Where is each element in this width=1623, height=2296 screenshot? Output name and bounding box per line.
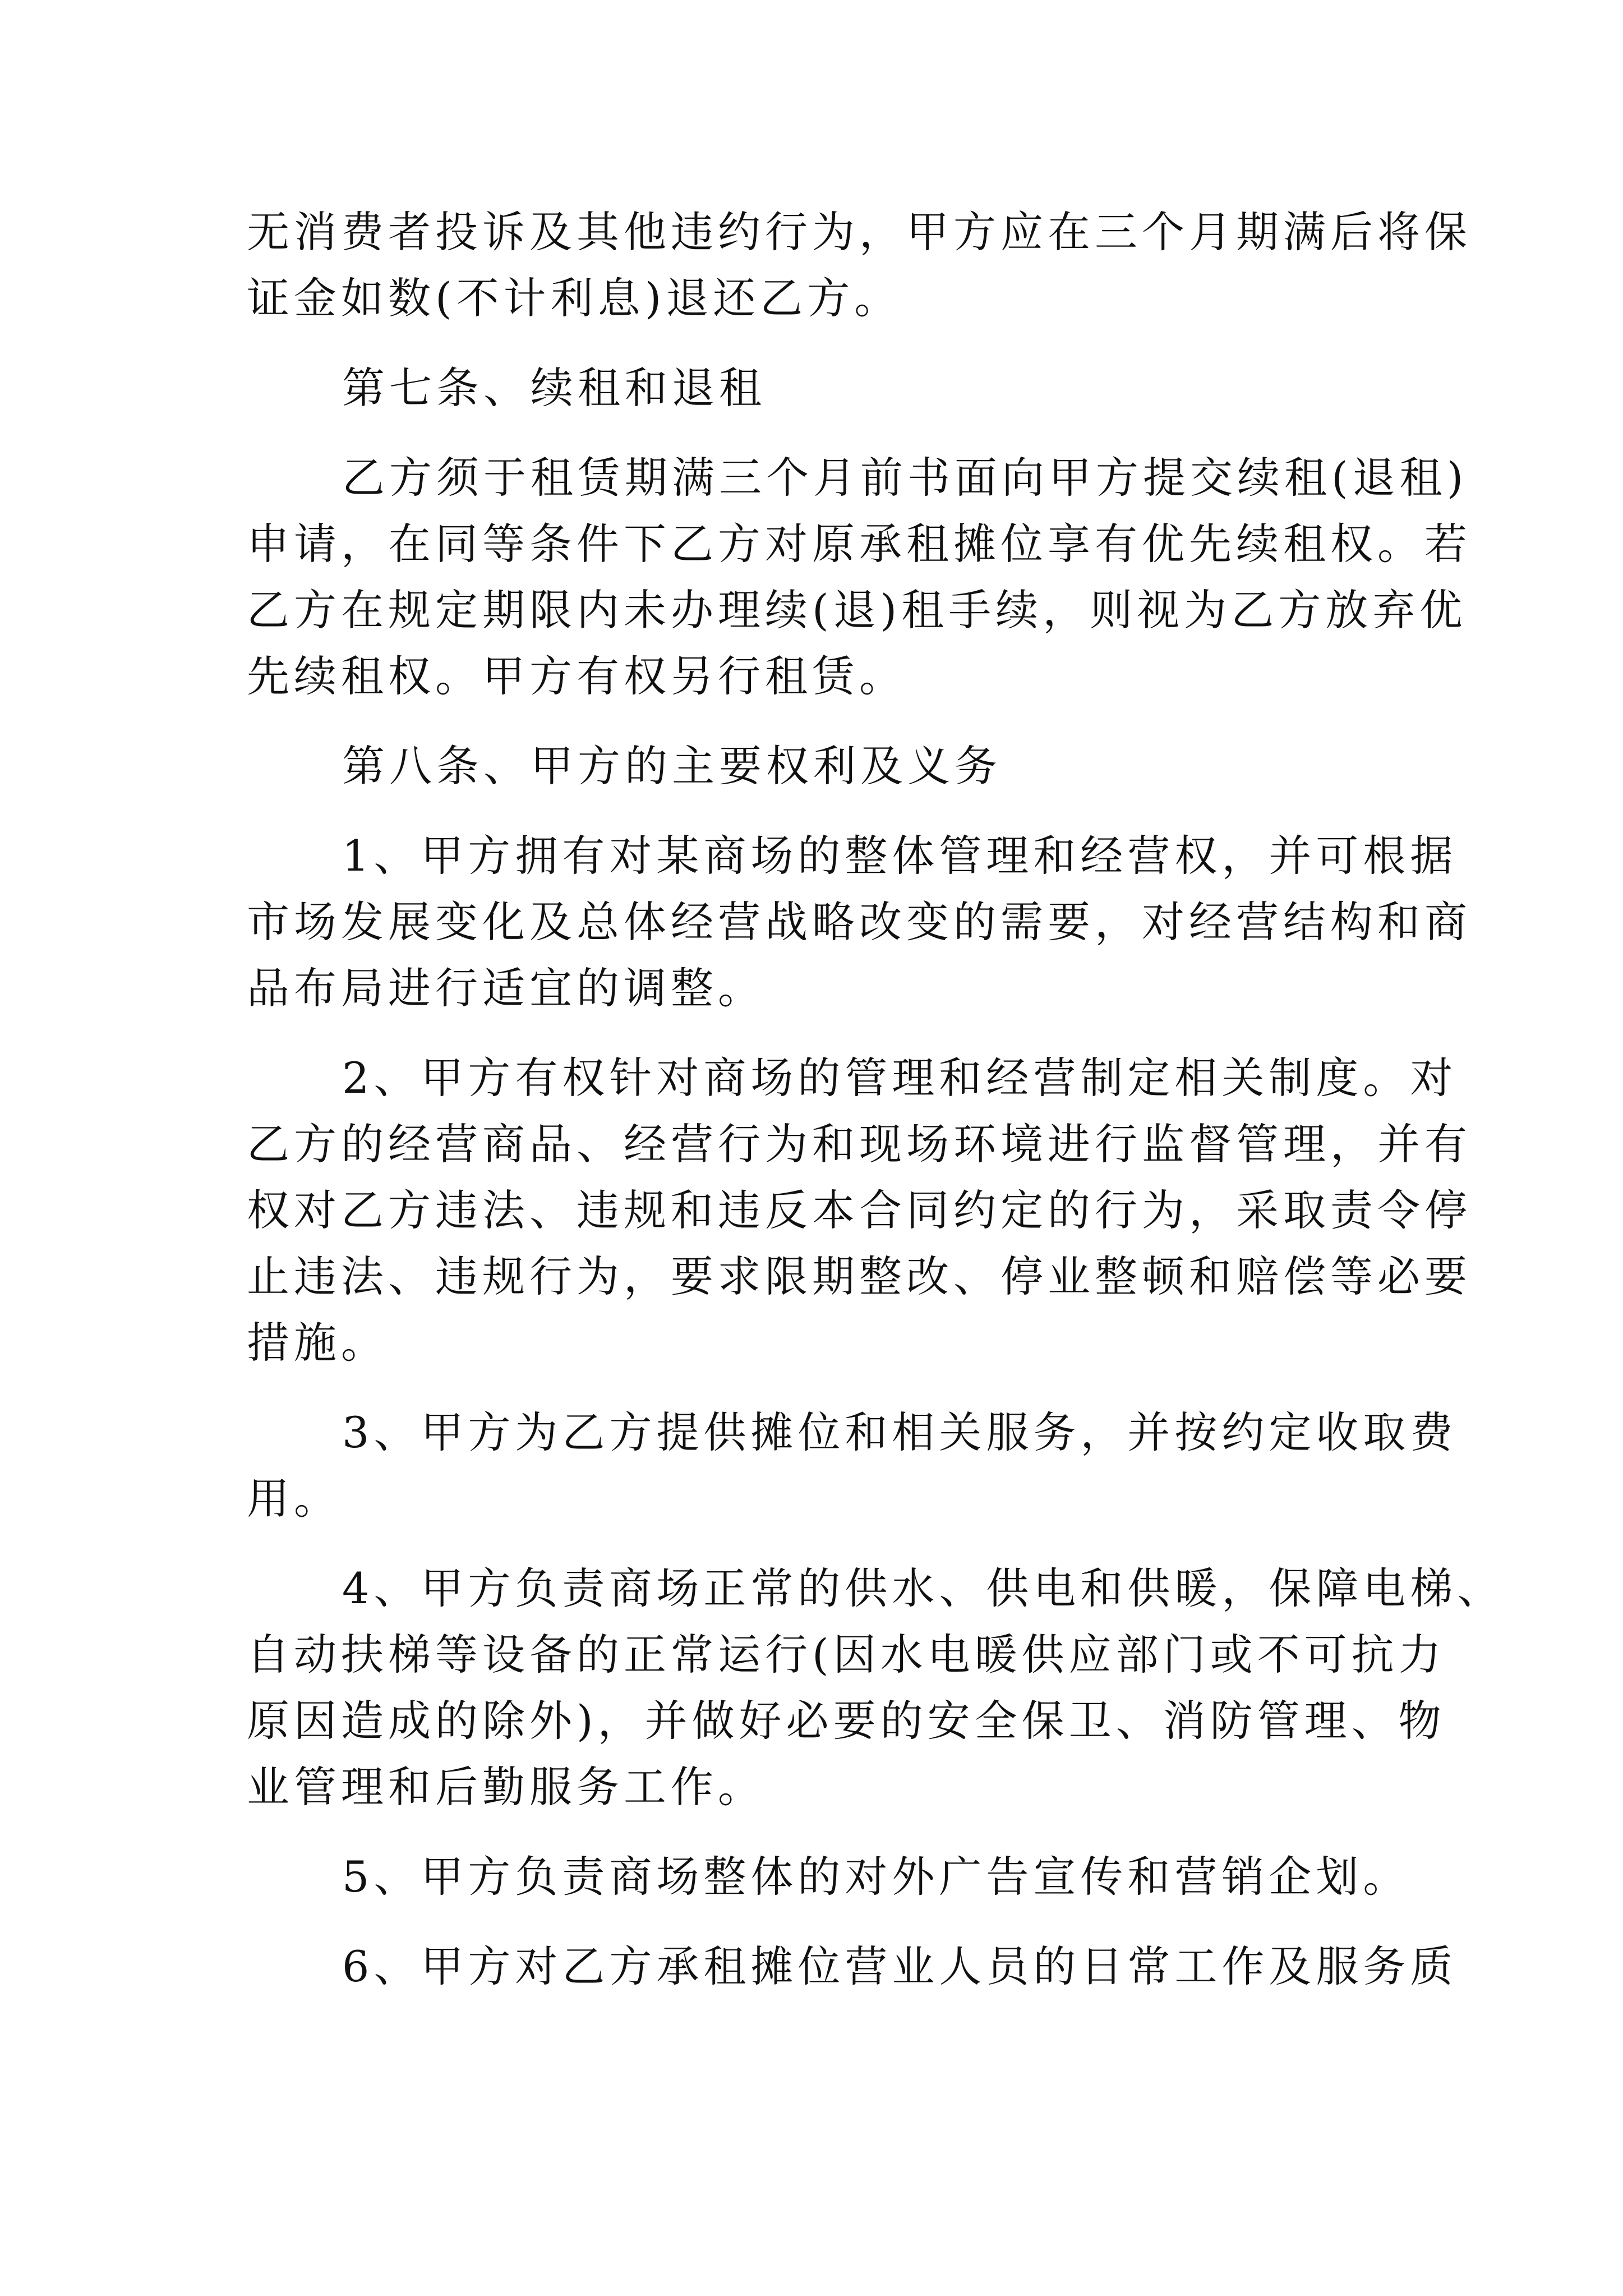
text-line: 乙方在规定期限内未办理续(退)租手续，则视为乙方放弃优 bbox=[247, 585, 1467, 635]
text-line: 原因造成的除外)，并做好必要的安全保卫、消防管理、物 bbox=[247, 1696, 1446, 1746]
text-line: 自动扶梯等设备的正常运行(因水电暖供应部门或不可抗力 bbox=[247, 1630, 1446, 1680]
paragraph-art8-item4 bbox=[247, 1556, 1505, 1820]
text-line: 乙方须于租赁期满三个月前书面向甲方提交续租(退租) bbox=[342, 453, 1468, 503]
text-line: 品布局进行适宜的调整。 bbox=[247, 963, 765, 1013]
document-body bbox=[247, 199, 1505, 2000]
text-line: 第八条、甲方的主要权利及义务 bbox=[342, 741, 1002, 791]
paragraph-art8-item3 bbox=[247, 1400, 1458, 1532]
text-line: 业管理和后勤服务工作。 bbox=[247, 1762, 765, 1812]
text-line: 用。 bbox=[247, 1474, 341, 1524]
text-line: 先续租权。甲方有权另行租赁。 bbox=[247, 651, 906, 701]
paragraph-art7-heading bbox=[247, 355, 1402, 421]
text-line: 2、甲方有权针对商场的管理和经营制定相关制度。对 bbox=[342, 1053, 1458, 1103]
paragraph-art8-item1 bbox=[247, 823, 1472, 1022]
paragraph-art8-item5 bbox=[247, 1844, 1410, 1910]
paragraph-art8-item6 bbox=[247, 1934, 1458, 2000]
text-line: 止违法、违规行为，要求限期整改、停业整顿和赔偿等必要 bbox=[247, 1251, 1472, 1301]
text-line: 市场发展变化及总体经营战略改变的需要，对经营结构和商 bbox=[247, 897, 1472, 947]
text-line: 3、甲方为乙方提供摊位和相关服务，并按约定收取费 bbox=[342, 1407, 1458, 1457]
paragraph-art8-item2 bbox=[247, 1045, 1472, 1376]
text-line: 6、甲方对乙方承租摊位营业人员的日常工作及服务质 bbox=[342, 1941, 1458, 1991]
text-line: 4、甲方负责商场正常的供水、供电和供暖，保障电梯、 bbox=[342, 1563, 1505, 1613]
text-line: 5、甲方负责商场整体的对外广告宣传和营销企划。 bbox=[342, 1852, 1410, 1902]
text-line: 证金如数(不计利息)退还乙方。 bbox=[247, 273, 902, 323]
text-line: 无消费者投诉及其他违约行为，甲方应在三个月期满后将保 bbox=[247, 207, 1472, 257]
text-line: 措施。 bbox=[247, 1318, 388, 1368]
text-line: 1、甲方拥有对某商场的整体管理和经营权，并可根据 bbox=[342, 831, 1458, 881]
paragraph-p1 bbox=[247, 199, 1472, 332]
text-line: 乙方的经营商品、经营行为和现场环境进行监督管理，并有 bbox=[247, 1119, 1472, 1169]
text-line: 申请，在同等条件下乙方对原承租摊位享有优先续租权。若 bbox=[247, 519, 1472, 569]
text-line: 第七条、续租和退租 bbox=[342, 363, 766, 413]
text-line: 权对乙方违法、违规和违反本合同约定的行为，采取责令停 bbox=[247, 1185, 1472, 1235]
paragraph-art8-heading bbox=[247, 733, 1402, 799]
paragraph-art7-body bbox=[247, 445, 1472, 710]
